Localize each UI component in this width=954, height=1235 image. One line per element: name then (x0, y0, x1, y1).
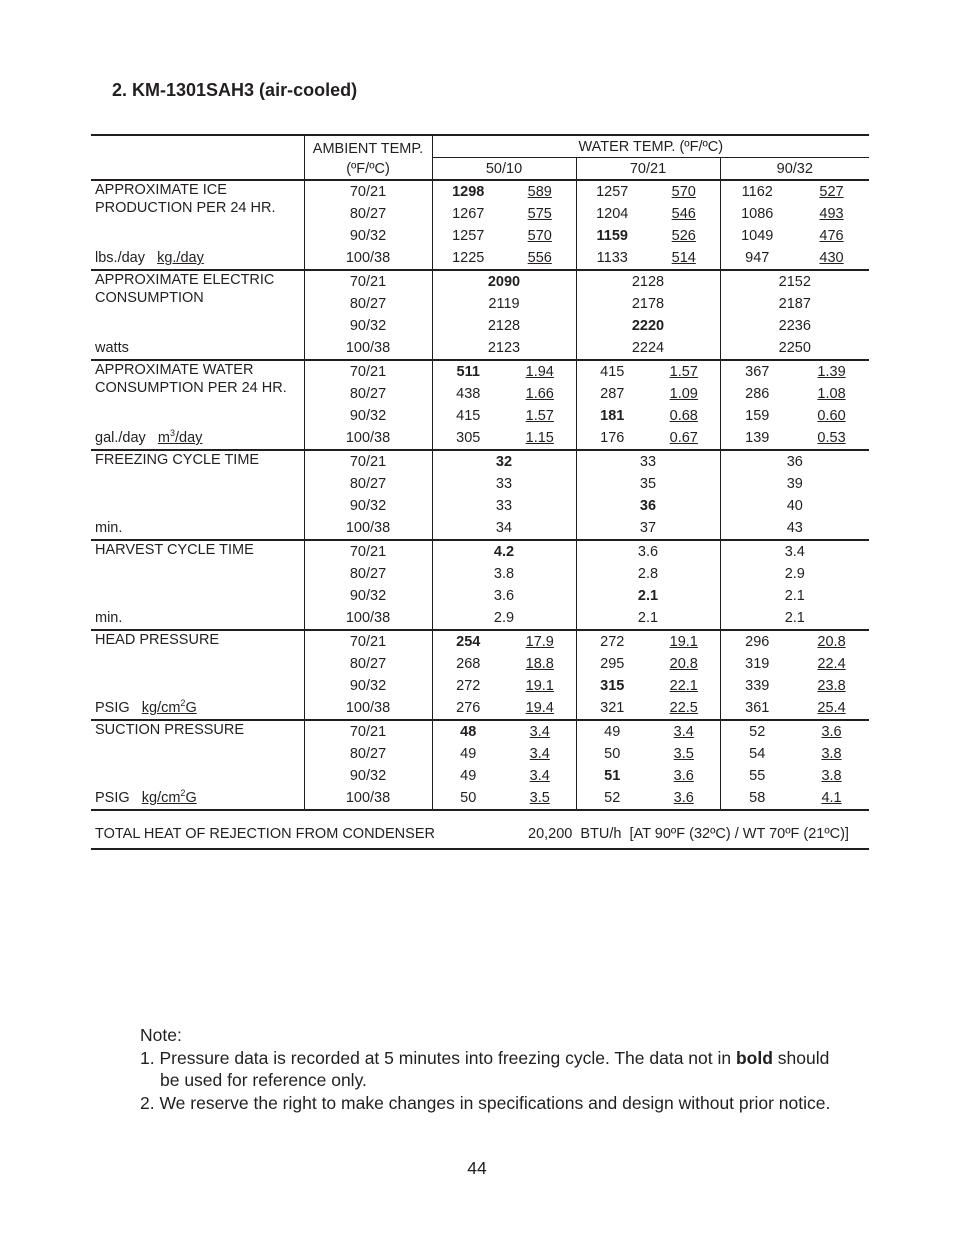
notes (140, 1024, 840, 1114)
value-cell-imperial: 947 (745, 250, 770, 266)
note-item-2: 2. We reserve the right to make changes in specifications and design without prior notice. (140, 1092, 831, 1113)
value-cell: 2220 (576, 315, 720, 337)
value-cell-metric (648, 697, 720, 720)
value-cell-metric (794, 630, 869, 653)
unit-secondary-tail: /day (175, 430, 203, 446)
ambient-temp-cell: 90/32 (304, 495, 432, 517)
unit-primary: min. (95, 520, 123, 536)
note-1-bold: bold (735, 1047, 773, 1068)
ambient-temp-cell: 100/38 (304, 787, 432, 810)
metric-value: 20.8 (817, 634, 846, 650)
value-cell: 33 (432, 495, 576, 517)
metric-value: 3.4 (529, 724, 550, 740)
row-label: APPROXIMATE ICE PRODUCTION PER 24 HR. (91, 180, 304, 247)
ambient-temp-cell: 90/32 (304, 765, 432, 787)
value-cell-metric (648, 427, 720, 450)
ambient-temp-cell: 80/27 (304, 383, 432, 405)
value-cell-metric (504, 203, 576, 225)
table-row (91, 360, 869, 383)
row-label: APPROXIMATE WATER CONSUMPTION PER 24 HR. (91, 360, 304, 427)
ambient-temp-cell: 100/38 (304, 607, 432, 630)
ambient-temp-cell: 90/32 (304, 675, 432, 697)
value-cell-imperial: 287 (600, 386, 625, 402)
value-cell-metric (504, 630, 576, 653)
value-cell-imperial: 367 (720, 360, 794, 383)
ambient-temp-cell: 70/21 (304, 630, 432, 653)
value-cell: 36 (576, 495, 720, 517)
metric-value: 556 (527, 250, 552, 266)
metric-value: 1.39 (817, 364, 846, 380)
ambient-header-line2: (ºF/ºC) (346, 161, 390, 177)
value-cell-metric (504, 405, 576, 427)
table-row (91, 720, 869, 743)
value-cell-imperial: 49 (460, 768, 477, 784)
table-row (91, 697, 869, 720)
value-cell-imperial: 49 (576, 720, 648, 743)
value-cell-metric (794, 203, 869, 225)
value-cell: 43 (786, 520, 803, 536)
metric-value: 3.4 (529, 768, 550, 784)
water-temp-90: 90/32 (776, 160, 813, 177)
value-cell: 2.8 (576, 563, 720, 585)
value-cell-metric (648, 405, 720, 427)
value-cell: 33 (576, 450, 720, 473)
value-cell: 33 (432, 473, 576, 495)
value-cell-metric (648, 630, 720, 653)
value-cell-imperial: 415 (456, 408, 481, 424)
value-cell: 2236 (778, 318, 811, 334)
metric-value: 546 (671, 206, 696, 222)
value-cell-metric (504, 225, 576, 247)
value-cell-metric (794, 427, 869, 450)
unit-secondary (158, 430, 203, 446)
metric-value: 575 (527, 206, 552, 222)
value-cell-imperial: 51 (604, 768, 621, 784)
value-cell-metric (648, 675, 720, 697)
value-cell: 4.2 (432, 540, 576, 563)
metric-value: 493 (819, 206, 844, 222)
ambient-temp-cell: 100/38 (304, 247, 432, 270)
unit-label (91, 337, 304, 360)
metric-value: 476 (819, 228, 844, 244)
value-cell-imperial: 50 (460, 790, 477, 806)
value-cell-metric (794, 787, 869, 810)
value-cell-imperial: 415 (576, 360, 648, 383)
value-cell: 2.1 (576, 585, 720, 607)
value-cell-imperial: 1257 (576, 180, 648, 203)
ambient-temp-cell: 100/38 (304, 697, 432, 720)
metric-value: 23.8 (817, 678, 846, 694)
metric-value: 1.57 (525, 408, 554, 424)
metric-value: 4.1 (821, 790, 842, 806)
value-cell: 40 (786, 498, 803, 514)
value-cell-imperial: 55 (749, 768, 766, 784)
unit-superscript: 2 (180, 698, 186, 708)
ambient-temp-cell: 70/21 (304, 360, 432, 383)
value-cell-metric (504, 697, 576, 720)
value-cell: 2.1 (784, 588, 805, 604)
ambient-temp-cell: 90/32 (304, 315, 432, 337)
table-row (91, 517, 869, 540)
row-label: HARVEST CYCLE TIME (91, 540, 304, 607)
value-cell-imperial: 339 (745, 678, 770, 694)
ambient-temp-cell: 80/27 (304, 293, 432, 315)
ambient-header (304, 135, 432, 180)
ambient-temp-cell: 100/38 (304, 337, 432, 360)
unit-label (91, 787, 304, 810)
metric-value: 19.1 (669, 634, 698, 650)
unit-label (91, 427, 304, 450)
value-cell-imperial: 319 (745, 656, 770, 672)
value-cell: 2119 (432, 293, 576, 315)
value-cell-imperial: 295 (600, 656, 625, 672)
value-cell-imperial: 272 (456, 678, 481, 694)
ambient-temp-cell: 70/21 (304, 180, 432, 203)
ambient-temp-cell: 70/21 (304, 450, 432, 473)
row-label: SUCTION PRESSURE (91, 720, 304, 787)
value-cell-imperial: 276 (456, 700, 481, 716)
unit-primary: watts (95, 340, 129, 356)
value-cell-metric (648, 383, 720, 405)
unit-primary: gal./day (95, 430, 146, 446)
metric-value: 514 (671, 250, 696, 266)
value-cell: 37 (576, 517, 720, 540)
metric-value: 3.8 (821, 746, 842, 762)
notes-heading: Note: (140, 1025, 182, 1045)
unit-label (91, 247, 304, 270)
value-cell-imperial: 1298 (432, 180, 504, 203)
value-cell-metric (504, 180, 576, 203)
metric-value: 1.66 (525, 386, 554, 402)
corner-cell (91, 135, 304, 180)
value-cell-metric (648, 360, 720, 383)
value-cell-metric (504, 765, 576, 787)
table-row (91, 270, 869, 293)
value-cell-imperial: 272 (576, 630, 648, 653)
value-cell: 2178 (576, 293, 720, 315)
heat-rejection-label: TOTAL HEAT OF REJECTION FROM CONDENSER (95, 826, 435, 842)
metric-value: 0.60 (817, 408, 846, 424)
metric-value: 3.4 (529, 746, 550, 762)
value-cell-imperial: 286 (745, 386, 770, 402)
metric-value: 3.4 (673, 724, 694, 740)
value-cell-imperial: 1049 (741, 228, 774, 244)
table-row (91, 180, 869, 203)
value-cell-imperial: 438 (456, 386, 481, 402)
ambient-temp-cell: 90/32 (304, 585, 432, 607)
note-1-tail: should be used for reference only. (160, 1047, 830, 1090)
metric-value: 0.53 (817, 430, 846, 446)
value-cell-imperial: 321 (600, 700, 625, 716)
value-cell-metric (648, 743, 720, 765)
unit-primary: PSIG (95, 700, 130, 716)
value-cell-metric (794, 383, 869, 405)
table-row (91, 337, 869, 360)
value-cell-imperial: 1257 (452, 228, 485, 244)
value-cell: 3.6 (432, 585, 576, 607)
value-cell: 2.1 (784, 610, 805, 626)
unit-label (91, 697, 304, 720)
value-cell-imperial: 268 (456, 656, 481, 672)
metric-value: 25.4 (817, 700, 846, 716)
note-item-1 (140, 1047, 840, 1092)
row-label: APPROXIMATE ELECTRIC CONSUMPTION (91, 270, 304, 337)
value-cell-metric (794, 765, 869, 787)
ambient-temp-cell: 80/27 (304, 653, 432, 675)
value-cell-imperial: 305 (456, 430, 481, 446)
metric-value: 570 (671, 184, 696, 200)
value-cell-imperial: 58 (749, 790, 766, 806)
value-cell-metric (504, 675, 576, 697)
value-cell-metric (794, 675, 869, 697)
value-cell: 2224 (576, 337, 720, 360)
water-temp-50: 50/10 (432, 158, 576, 181)
note-1-text: 1. Pressure data is recorded at 5 minutes into freezing cycle. The data not in (140, 1047, 736, 1068)
ambient-temp-cell: 80/27 (304, 563, 432, 585)
metric-value: 3.5 (673, 746, 694, 762)
unit-secondary (157, 250, 204, 266)
table-row (91, 247, 869, 270)
value-cell-metric (504, 360, 576, 383)
ambient-temp-cell: 80/27 (304, 203, 432, 225)
value-cell: 2128 (576, 270, 720, 293)
value-cell: 2.1 (576, 607, 720, 630)
metric-value: 3.6 (673, 768, 694, 784)
unit-primary: min. (95, 610, 123, 626)
metric-value: 22.5 (669, 700, 698, 716)
metric-value: 19.1 (525, 678, 554, 694)
value-cell: 2187 (778, 296, 811, 312)
metric-value: 430 (819, 250, 844, 266)
metric-value: 527 (819, 184, 844, 200)
value-cell-imperial: 1225 (452, 250, 485, 266)
ambient-temp-cell: 100/38 (304, 427, 432, 450)
value-cell-metric (504, 720, 576, 743)
water-temp-70: 70/21 (576, 158, 720, 181)
value-cell-metric (648, 225, 720, 247)
ambient-temp-cell: 100/38 (304, 517, 432, 540)
value-cell-imperial: 1133 (596, 250, 628, 266)
value-cell: 35 (576, 473, 720, 495)
value-cell: 3.8 (432, 563, 576, 585)
metric-value: 1.57 (669, 364, 698, 380)
unit-secondary-base: kg/cm (141, 790, 181, 806)
table-row (91, 540, 869, 563)
spec-table (91, 134, 869, 811)
metric-value: 1.15 (525, 430, 554, 446)
water-temp-header: WATER TEMP. (ºF/ºC) (432, 135, 869, 158)
value-cell: 2123 (432, 337, 576, 360)
ambient-temp-cell: 90/32 (304, 405, 432, 427)
metric-value: 22.4 (817, 656, 846, 672)
metric-value: 1.94 (525, 364, 554, 380)
value-cell: 2128 (432, 315, 576, 337)
ambient-temp-cell: 70/21 (304, 720, 432, 743)
metric-value: 18.8 (525, 656, 554, 672)
value-cell-imperial: 50 (604, 746, 621, 762)
value-cell-imperial: 1267 (452, 206, 485, 222)
value-cell-imperial: 1086 (741, 206, 774, 222)
ambient-temp-cell: 70/21 (304, 270, 432, 293)
value-cell-imperial: 1204 (596, 206, 629, 222)
value-cell-imperial: 139 (745, 430, 770, 446)
value-cell: 2152 (720, 270, 869, 293)
unit-secondary-base: kg./day (157, 250, 204, 266)
unit-superscript: 3 (169, 428, 175, 438)
value-cell-metric (648, 653, 720, 675)
table-row (91, 787, 869, 810)
unit-secondary (142, 700, 197, 716)
value-cell-imperial: 49 (460, 746, 477, 762)
value-cell-metric (504, 383, 576, 405)
table-row (91, 427, 869, 450)
value-cell-metric (504, 787, 576, 810)
value-cell: 2.9 (784, 566, 805, 582)
metric-value: 3.5 (529, 790, 550, 806)
metric-value: 19.4 (525, 700, 554, 716)
row-label: FREEZING CYCLE TIME (91, 450, 304, 517)
value-cell-metric (794, 247, 869, 270)
ambient-header-line1: AMBIENT TEMP. (312, 141, 424, 157)
value-cell-imperial: 181 (600, 408, 625, 424)
metric-value: 0.68 (669, 408, 698, 424)
value-cell: 2250 (778, 340, 811, 356)
value-cell-metric (794, 743, 869, 765)
value-cell-metric (794, 697, 869, 720)
unit-label (91, 607, 304, 630)
metric-value: 3.6 (673, 790, 694, 806)
value-cell-metric (794, 225, 869, 247)
unit-primary: PSIG (95, 790, 130, 806)
ambient-temp-cell: 70/21 (304, 540, 432, 563)
value-cell: 32 (432, 450, 576, 473)
metric-value: 3.6 (821, 724, 842, 740)
value-cell-metric (648, 720, 720, 743)
unit-secondary-base: kg/cm (141, 700, 181, 716)
metric-value: 20.8 (669, 656, 698, 672)
spec-table-body (91, 180, 869, 810)
value-cell-metric (648, 787, 720, 810)
unit-superscript: 2 (180, 788, 186, 798)
metric-value: 22.1 (669, 678, 698, 694)
value-cell: 2090 (432, 270, 576, 293)
value-cell-imperial: 48 (432, 720, 504, 743)
value-cell-metric (794, 653, 869, 675)
value-cell-metric (794, 405, 869, 427)
value-cell: 3.4 (720, 540, 869, 563)
table-row (91, 607, 869, 630)
table-row (91, 630, 869, 653)
metric-value: 570 (527, 228, 552, 244)
value-cell-metric (504, 653, 576, 675)
value-cell: 36 (720, 450, 869, 473)
metric-value: 0.67 (669, 430, 698, 446)
ambient-temp-cell: 80/27 (304, 473, 432, 495)
unit-label (91, 517, 304, 540)
heat-rejection-row (91, 822, 869, 850)
value-cell-imperial: 54 (749, 746, 766, 762)
unit-secondary (142, 790, 197, 806)
unit-secondary-base: m (157, 430, 170, 446)
metric-value: 589 (527, 184, 552, 200)
unit-primary: lbs./day (95, 250, 145, 266)
value-cell: 3.6 (576, 540, 720, 563)
ambient-temp-cell: 80/27 (304, 743, 432, 765)
row-label: HEAD PRESSURE (91, 630, 304, 697)
value-cell: 34 (432, 517, 576, 540)
value-cell-metric (648, 180, 720, 203)
metric-value: 1.09 (669, 386, 698, 402)
value-cell-imperial: 315 (600, 678, 625, 694)
value-cell-imperial: 159 (745, 408, 770, 424)
value-cell-imperial: 296 (720, 630, 794, 653)
value-cell-imperial: 176 (600, 430, 625, 446)
value-cell-imperial: 361 (745, 700, 770, 716)
metric-value: 1.08 (817, 386, 846, 402)
value-cell-metric (504, 427, 576, 450)
value-cell-imperial: 254 (432, 630, 504, 653)
value-cell: 39 (786, 476, 803, 492)
table-row (91, 450, 869, 473)
value-cell: 2.9 (432, 607, 576, 630)
unit-secondary-tail: G (185, 700, 197, 716)
value-cell-metric (648, 765, 720, 787)
value-cell-metric (504, 743, 576, 765)
value-cell-imperial: 511 (432, 360, 504, 383)
page-number: 44 (467, 1158, 487, 1178)
metric-value: 3.8 (821, 768, 842, 784)
value-cell-metric (794, 720, 869, 743)
metric-value: 526 (671, 228, 696, 244)
value-cell-imperial: 52 (604, 790, 621, 806)
value-cell-metric (794, 360, 869, 383)
unit-secondary-tail: G (185, 790, 197, 806)
value-cell-metric (648, 203, 720, 225)
value-cell-imperial: 1159 (596, 228, 628, 244)
value-cell-imperial: 52 (720, 720, 794, 743)
ambient-temp-cell: 90/32 (304, 225, 432, 247)
value-cell-metric (794, 180, 869, 203)
value-cell-metric (648, 247, 720, 270)
value-cell-metric (504, 247, 576, 270)
section-title: 2. KM-1301SAH3 (air-cooled) (112, 80, 358, 100)
heat-rejection-value: 20,200 BTU/h [AT 90ºF (32ºC) / WT 70ºF (21ºC)] (528, 826, 849, 842)
metric-value: 17.9 (525, 634, 554, 650)
value-cell-imperial: 1162 (720, 180, 794, 203)
